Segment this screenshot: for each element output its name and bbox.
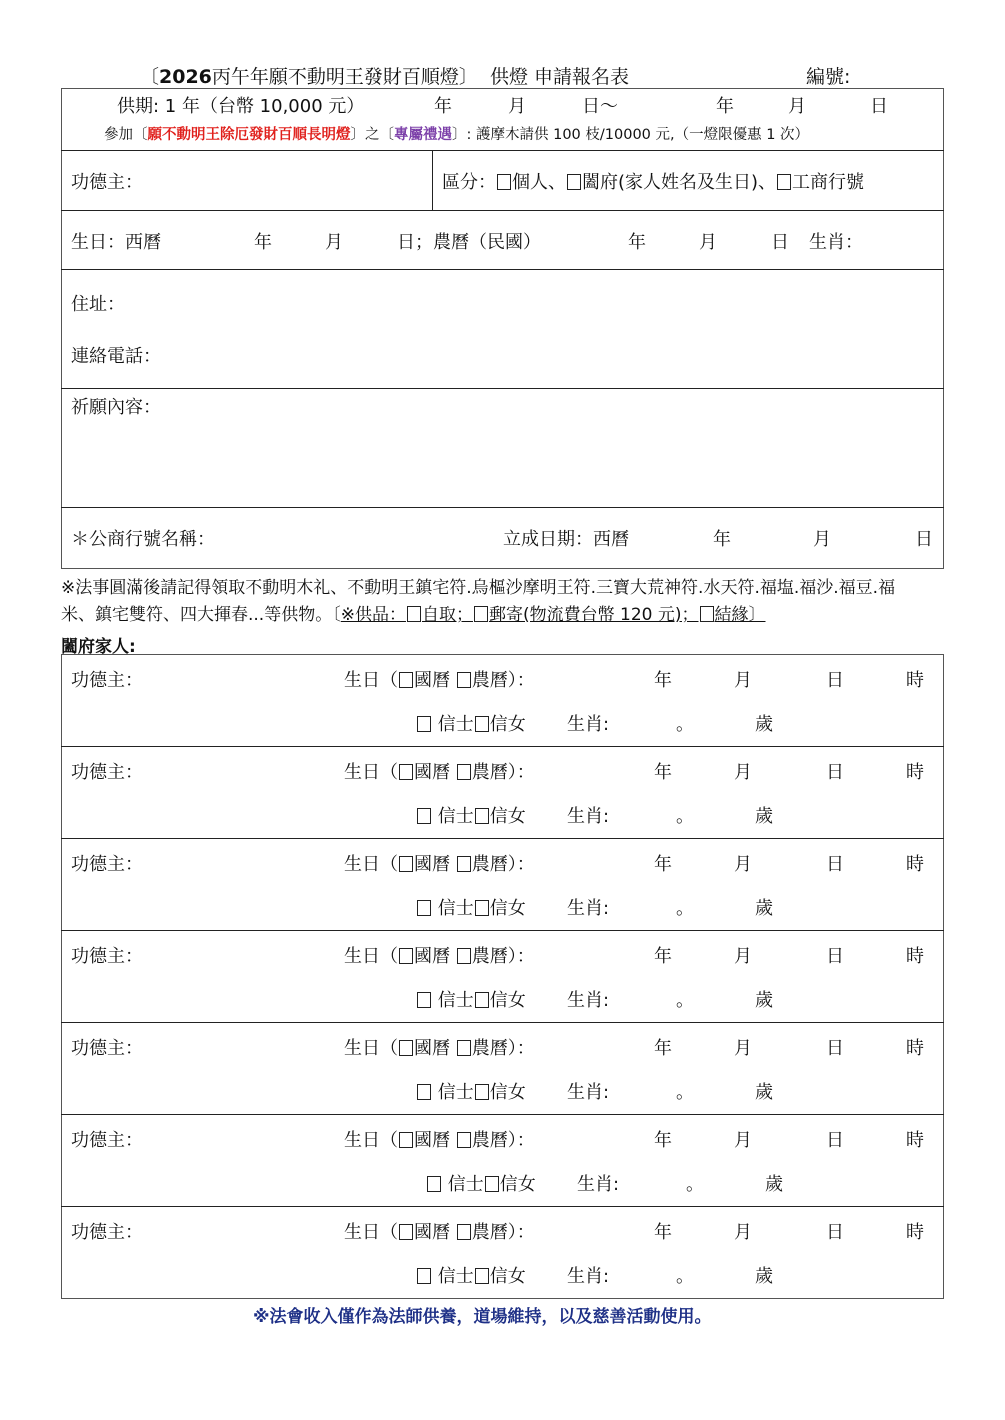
family-birth-day[interactable]: 日 bbox=[826, 946, 844, 967]
checkbox-female[interactable] bbox=[475, 1084, 489, 1100]
family-merit-owner-field[interactable]: 功德主： bbox=[71, 1130, 143, 1151]
family-birth-hour[interactable]: 時 bbox=[906, 1130, 924, 1151]
family-birthday bbox=[344, 942, 535, 968]
family-zodiac-field[interactable]: 生肖: bbox=[567, 898, 610, 919]
birthday-day-lunar-label: 日；農曆（民國） bbox=[397, 232, 541, 253]
lunar-calendar-label: 農曆）： bbox=[471, 1222, 535, 1243]
birthday-label: 生日（ bbox=[344, 762, 398, 783]
family-birthday bbox=[344, 1218, 535, 1244]
family-age-field[interactable]: 歲 bbox=[765, 1174, 783, 1195]
notice-line-1: ※法事圓滿後請記得領取不動明木礼、不動明王鎮宅符.烏樞沙摩明王符.三寶大荒神符.水天符.福塩.福沙.福豆.福 bbox=[61, 578, 896, 598]
serial-number-label: 編號: bbox=[806, 66, 851, 88]
family-birth-month[interactable]: 月 bbox=[734, 762, 752, 783]
family-age-field[interactable]: 歲 bbox=[755, 1082, 773, 1103]
period-year-from: 年 bbox=[434, 96, 452, 117]
male-label: 信士 bbox=[437, 990, 474, 1011]
checkbox-lunar-calendar[interactable] bbox=[457, 856, 471, 872]
divider bbox=[61, 1022, 944, 1023]
checkbox-solar-calendar[interactable] bbox=[399, 1040, 413, 1056]
family-birth-year[interactable]: 年 bbox=[654, 1222, 672, 1243]
checkbox-female[interactable] bbox=[475, 808, 489, 824]
solar-calendar-label: 國曆 bbox=[414, 1222, 450, 1243]
checkbox-solar-calendar[interactable] bbox=[399, 672, 413, 688]
male-label: 信士 bbox=[437, 1266, 474, 1287]
solar-calendar-label: 國曆 bbox=[414, 1038, 450, 1059]
checkbox-lunar-calendar[interactable] bbox=[457, 1132, 471, 1148]
female-label: 信女 bbox=[489, 806, 526, 827]
category-individual-label: 個人、 bbox=[512, 172, 566, 193]
family-birthday bbox=[344, 1034, 535, 1060]
family-birthday bbox=[344, 758, 535, 784]
lunar-calendar-label: 農曆）： bbox=[471, 946, 535, 967]
checkbox-female[interactable] bbox=[475, 900, 489, 916]
established-day[interactable]: 日 bbox=[915, 529, 933, 550]
lunar-year[interactable]: 年 bbox=[628, 232, 646, 253]
family-zodiac-field[interactable]: 生肖: bbox=[567, 990, 610, 1011]
checkbox-male[interactable] bbox=[417, 900, 431, 916]
checkbox-solar-calendar[interactable] bbox=[399, 1132, 413, 1148]
birthday-label: 生日：西曆 bbox=[71, 232, 161, 253]
birthday-month[interactable]: 月 bbox=[325, 232, 343, 253]
family-birth-year[interactable]: 年 bbox=[654, 670, 672, 691]
family-zodiac-field[interactable]: 生肖: bbox=[567, 1266, 610, 1287]
birthday-label: 生日（ bbox=[344, 1130, 398, 1151]
checkbox-individual[interactable] bbox=[497, 174, 511, 190]
family-birth-day[interactable]: 日 bbox=[826, 762, 844, 783]
lunar-calendar-label: 農曆）： bbox=[471, 1038, 535, 1059]
supplies-options bbox=[341, 605, 766, 625]
solar-calendar-label: 國曆 bbox=[414, 1130, 450, 1151]
address-field[interactable]: 住址： bbox=[71, 294, 125, 315]
footer-note: ※法會收入僅作為法師供養，道場維持，以及慈善活動使用。 bbox=[253, 1307, 712, 1327]
checkbox-solar-calendar[interactable] bbox=[399, 1224, 413, 1240]
checkbox-lunar-calendar[interactable] bbox=[457, 672, 471, 688]
family-zodiac-field[interactable]: 生肖: bbox=[577, 1174, 620, 1195]
family-gender bbox=[416, 710, 526, 736]
checkbox-male[interactable] bbox=[417, 992, 431, 1008]
lunar-month[interactable]: 月 bbox=[699, 232, 717, 253]
offer-line bbox=[104, 123, 809, 144]
checkbox-female[interactable] bbox=[485, 1176, 499, 1192]
checkbox-female[interactable] bbox=[475, 992, 489, 1008]
family-merit-owner-field[interactable]: 功德主： bbox=[71, 946, 143, 967]
checkbox-female[interactable] bbox=[475, 716, 489, 732]
family-heading: 闔府家人: bbox=[61, 637, 136, 657]
family-birth-hour[interactable]: 時 bbox=[906, 1222, 924, 1243]
male-label: 信士 bbox=[437, 714, 474, 735]
family-gender bbox=[416, 1078, 526, 1104]
birthday-label: 生日（ bbox=[344, 854, 398, 875]
family-birth-hour[interactable]: 時 bbox=[906, 762, 924, 783]
female-label: 信女 bbox=[489, 990, 526, 1011]
family-merit-owner-field[interactable]: 功德主： bbox=[71, 1222, 143, 1243]
checkbox-male[interactable] bbox=[417, 716, 431, 732]
established-year[interactable]: 年 bbox=[713, 529, 731, 550]
family-separator-dot: 。 bbox=[676, 898, 694, 919]
male-label: 信士 bbox=[437, 806, 474, 827]
family-gender bbox=[426, 1170, 536, 1196]
family-age-field[interactable]: 歲 bbox=[755, 714, 773, 735]
checkbox-household[interactable] bbox=[567, 174, 581, 190]
checkbox-male[interactable] bbox=[417, 1084, 431, 1100]
family-merit-owner-field[interactable]: 功德主： bbox=[71, 670, 143, 691]
divider bbox=[61, 269, 944, 270]
notice-bracket-end: 〕 bbox=[748, 605, 766, 625]
family-birth-day[interactable]: 日 bbox=[826, 1222, 844, 1243]
family-birth-year[interactable]: 年 bbox=[654, 1038, 672, 1059]
divider bbox=[61, 1206, 944, 1207]
family-birth-month[interactable]: 月 bbox=[734, 1038, 752, 1059]
family-birth-month[interactable]: 月 bbox=[734, 670, 752, 691]
offer-suffix: 〕: 護摩木請供 100 枝/10000 元,（一燈限優惠 1 次） bbox=[452, 127, 810, 143]
birthday-label: 生日（ bbox=[344, 670, 398, 691]
category-household-label: 闔府(家人姓名及生日)、 bbox=[582, 172, 777, 193]
family-gender bbox=[416, 986, 526, 1012]
family-birth-month[interactable]: 月 bbox=[734, 854, 752, 875]
established-date-label: 立成日期：西曆 bbox=[503, 529, 629, 550]
family-age-field[interactable]: 歲 bbox=[755, 990, 773, 1011]
family-birth-hour[interactable]: 時 bbox=[906, 670, 924, 691]
male-label: 信士 bbox=[437, 898, 474, 919]
period-day-from: 日～ bbox=[582, 96, 618, 117]
form-title bbox=[140, 62, 629, 89]
period-day-to: 日 bbox=[870, 96, 888, 117]
checkbox-male[interactable] bbox=[427, 1176, 441, 1192]
family-birth-month[interactable]: 月 bbox=[734, 1130, 752, 1151]
period-month-to: 月 bbox=[788, 96, 806, 117]
divider bbox=[61, 746, 944, 747]
female-label: 信女 bbox=[489, 1082, 526, 1103]
lunar-calendar-label: 農曆）： bbox=[471, 762, 535, 783]
solar-calendar-label: 國曆 bbox=[414, 946, 450, 967]
male-label: 信士 bbox=[437, 1082, 474, 1103]
family-zodiac-field[interactable]: 生肖: bbox=[567, 1082, 610, 1103]
wish-field[interactable]: 祈願內容： bbox=[71, 397, 161, 418]
female-label: 信女 bbox=[499, 1174, 536, 1195]
male-label: 信士 bbox=[447, 1174, 484, 1195]
supplies-label: ※供品： bbox=[340, 605, 406, 625]
checkbox-lunar-calendar[interactable] bbox=[457, 764, 471, 780]
company-name-field[interactable]: ＊公商行號名稱： bbox=[71, 529, 215, 550]
category-label: 區分： bbox=[442, 172, 496, 193]
lunar-calendar-label: 農曆）： bbox=[471, 670, 535, 691]
family-birth-year[interactable]: 年 bbox=[654, 762, 672, 783]
checkbox-male[interactable] bbox=[417, 1268, 431, 1284]
period-month-from: 月 bbox=[508, 96, 526, 117]
family-birth-year[interactable]: 年 bbox=[654, 1130, 672, 1151]
phone-field[interactable]: 連絡電話： bbox=[71, 346, 161, 367]
family-birth-year[interactable]: 年 bbox=[654, 946, 672, 967]
family-birth-day[interactable]: 日 bbox=[826, 1038, 844, 1059]
divider bbox=[61, 150, 944, 151]
solar-calendar-label: 國曆 bbox=[414, 670, 450, 691]
family-birth-day[interactable]: 日 bbox=[826, 854, 844, 875]
notice-line-2 bbox=[61, 600, 766, 625]
solar-calendar-label: 國曆 bbox=[414, 854, 450, 875]
family-age-field[interactable]: 歲 bbox=[755, 1266, 773, 1287]
family-separator-dot: 。 bbox=[676, 1082, 694, 1103]
divider bbox=[61, 210, 944, 211]
divider bbox=[432, 150, 433, 210]
lunar-calendar-label: 農曆）： bbox=[471, 1130, 535, 1151]
checkbox-solar-calendar[interactable] bbox=[399, 764, 413, 780]
family-separator-dot: 。 bbox=[676, 990, 694, 1011]
female-label: 信女 bbox=[489, 1266, 526, 1287]
applicant-form-table bbox=[61, 88, 944, 569]
family-gender bbox=[416, 802, 526, 828]
birthday-year[interactable]: 年 bbox=[254, 232, 272, 253]
family-merit-owner-field[interactable]: 功德主： bbox=[71, 1038, 143, 1059]
lunar-calendar-label: 農曆）： bbox=[471, 854, 535, 875]
family-birth-month[interactable]: 月 bbox=[734, 946, 752, 967]
title-suffix: 供燈 申請報名表 bbox=[490, 66, 630, 88]
divider bbox=[61, 1114, 944, 1115]
category-field bbox=[442, 168, 864, 194]
checkbox-male[interactable] bbox=[417, 808, 431, 824]
female-label: 信女 bbox=[489, 898, 526, 919]
family-merit-owner-field[interactable]: 功德主： bbox=[71, 854, 143, 875]
offer-middle: 〕之〔 bbox=[350, 127, 394, 143]
family-birth-day[interactable]: 日 bbox=[826, 670, 844, 691]
family-birth-day[interactable]: 日 bbox=[826, 1130, 844, 1151]
checkbox-business[interactable] bbox=[777, 174, 791, 190]
offer-privilege: 專屬禮遇 bbox=[394, 127, 452, 143]
birthday-label: 生日（ bbox=[344, 946, 398, 967]
checkbox-lunar-calendar[interactable] bbox=[457, 1224, 471, 1240]
family-age-field[interactable]: 歲 bbox=[755, 898, 773, 919]
notice-line-2-prefix: 米、鎮宅雙符、四大揮春...等供物。〔 bbox=[61, 605, 341, 625]
family-merit-owner-field[interactable]: 功德主： bbox=[71, 762, 143, 783]
lunar-day[interactable]: 日 bbox=[771, 232, 789, 253]
checkbox-solar-calendar[interactable] bbox=[399, 856, 413, 872]
family-birthday bbox=[344, 666, 535, 692]
checkbox-lunar-calendar[interactable] bbox=[457, 948, 471, 964]
family-birth-hour[interactable]: 時 bbox=[906, 854, 924, 875]
zodiac-field[interactable]: 生肖： bbox=[809, 232, 863, 253]
checkbox-self-pickup[interactable] bbox=[407, 606, 421, 622]
title-bracket: 〔 bbox=[140, 66, 160, 88]
divider bbox=[61, 838, 944, 839]
category-business-label: 工商行號 bbox=[792, 172, 865, 193]
family-zodiac-field[interactable]: 生肖: bbox=[567, 806, 610, 827]
birthday-label: 生日（ bbox=[344, 1038, 398, 1059]
family-gender bbox=[416, 1262, 526, 1288]
checkbox-solar-calendar[interactable] bbox=[399, 948, 413, 964]
divider bbox=[61, 388, 944, 389]
checkbox-lunar-calendar[interactable] bbox=[457, 1040, 471, 1056]
family-birth-hour[interactable]: 時 bbox=[906, 946, 924, 967]
family-separator-dot: 。 bbox=[686, 1174, 704, 1195]
established-month[interactable]: 月 bbox=[813, 529, 831, 550]
divider bbox=[61, 507, 944, 508]
title-text: 丙午年願不動明王發財百順燈〕 bbox=[211, 66, 478, 88]
title-year: 2026 bbox=[159, 66, 212, 88]
supplies-donate-label: 結緣 bbox=[714, 605, 749, 625]
solar-calendar-label: 國曆 bbox=[414, 762, 450, 783]
checkbox-donate[interactable] bbox=[700, 606, 714, 622]
merit-owner-field[interactable]: 功德主： bbox=[71, 172, 143, 193]
period-year-to: 年 bbox=[716, 96, 734, 117]
offer-prefix: 參加〔 bbox=[104, 127, 148, 143]
family-birth-year[interactable]: 年 bbox=[654, 854, 672, 875]
birthday-label: 生日（ bbox=[344, 1222, 398, 1243]
female-label: 信女 bbox=[489, 714, 526, 735]
checkbox-female[interactable] bbox=[475, 1268, 489, 1284]
family-separator-dot: 。 bbox=[676, 806, 694, 827]
family-separator-dot: 。 bbox=[676, 714, 694, 735]
supplies-self-pickup-label: 自取； bbox=[421, 605, 473, 625]
family-birthday bbox=[344, 1126, 535, 1152]
family-birth-hour[interactable]: 時 bbox=[906, 1038, 924, 1059]
divider bbox=[61, 930, 944, 931]
offer-lamp-name: 願不動明王除厄發財百順長明燈 bbox=[147, 127, 351, 143]
family-age-field[interactable]: 歲 bbox=[755, 806, 773, 827]
family-gender bbox=[416, 894, 526, 920]
family-separator-dot: 。 bbox=[676, 1266, 694, 1287]
family-birthday bbox=[344, 850, 535, 876]
family-birth-month[interactable]: 月 bbox=[734, 1222, 752, 1243]
family-zodiac-field[interactable]: 生肖: bbox=[567, 714, 610, 735]
checkbox-mail[interactable] bbox=[474, 606, 488, 622]
family-table bbox=[61, 654, 944, 1299]
supplies-mail-label: 郵寄(物流費台幣 120 元)； bbox=[488, 605, 699, 625]
period-label: 供期: 1 年（台幣 10,000 元） bbox=[117, 96, 365, 117]
